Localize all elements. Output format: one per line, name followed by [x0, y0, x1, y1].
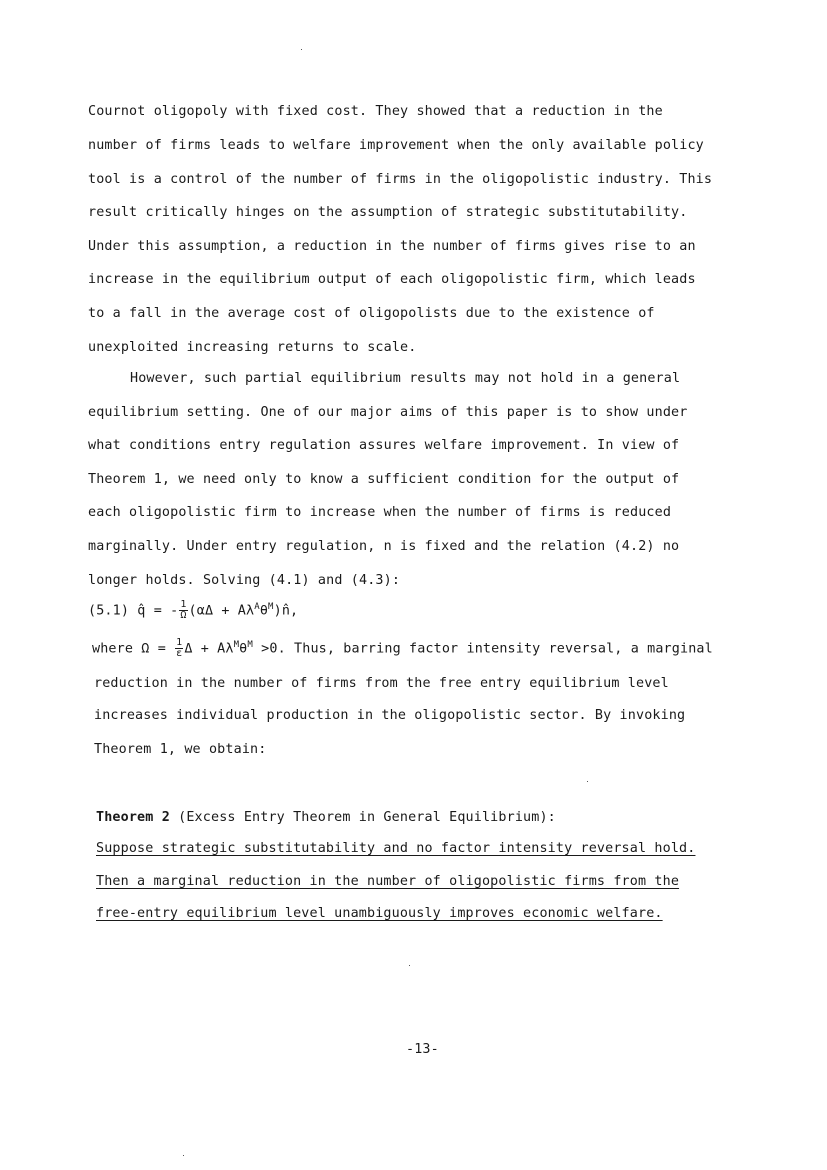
equation-body-c: )n̂,	[273, 603, 299, 619]
where-prefix: where Ω =	[92, 641, 166, 657]
equation-fraction-numerator: 1	[180, 599, 187, 610]
p2-line-3: what conditions entry regulation assures welfare improvement. In view of	[88, 438, 680, 453]
scan-speck	[301, 49, 302, 50]
p3-line-3: Theorem 1, we obtain:	[94, 742, 267, 757]
theorem-line-1: Suppose strategic substitutability and no factor intensity reversal hold.	[96, 841, 696, 856]
p1-line-1: Cournot oligopoly with fixed cost. They showed that a reduction in the	[88, 104, 663, 119]
where-fraction-numerator: 1	[176, 637, 183, 648]
p2-line-1: However, such partial equilibrium results may not hold in a general	[130, 371, 681, 386]
where-line	[92, 638, 713, 659]
equation-5-1	[88, 600, 298, 621]
where-fraction	[175, 638, 183, 659]
p1-line-8: unexploited increasing returns to scale.	[88, 340, 417, 355]
p2-line-5: each oligopolistic firm to increase when the number of firms is reduced	[88, 505, 672, 520]
p1-line-5: Under this assumption, a reduction in the number of firms gives rise to an	[88, 239, 696, 254]
theorem-line-2: Then a marginal reduction in the number of oligopolistic firms from the	[96, 874, 680, 889]
p3-line-2: increases individual production in the oligopolistic sector. By invoking	[94, 708, 686, 723]
theorem-subtitle: (Excess Entry Theorem in General Equilibrium):	[169, 810, 556, 825]
equation-fraction-denominator: Ω	[180, 610, 187, 621]
equation-sup-a: A	[254, 602, 260, 613]
p1-line-2: number of firms leads to welfare improvement when the only available policy	[88, 138, 704, 153]
equation-equals: = -	[153, 603, 179, 619]
scan-speck	[409, 965, 410, 966]
p2-line-6: marginally. Under entry regulation, n is fixed and the relation (4.2) no	[88, 539, 680, 554]
equation-fraction	[179, 600, 187, 621]
scan-speck	[587, 781, 588, 782]
theorem-title: Theorem 2	[96, 810, 170, 825]
p3-line-1: reduction in the number of firms from the free entry equilibrium level	[94, 676, 669, 691]
where-sup-b: M	[247, 640, 253, 651]
p1-line-6: increase in the equilibrium output of each oligopolistic firm, which leads	[88, 272, 696, 287]
p1-line-3: tool is a control of the number of firms in the oligopolistic industry. This	[88, 172, 713, 187]
p2-line-2: equilibrium setting. One of our major aims of this paper is to show under	[88, 405, 688, 420]
p2-line-4: Theorem 1, we need only to know a sufficient condition for the output of	[88, 472, 680, 487]
where-sup-a: M	[233, 640, 240, 651]
equation-label: (5.1)	[88, 603, 130, 619]
equation-body-b: θ	[259, 603, 269, 619]
p1-line-7: to a fall in the average cost of oligopolists due to the existence of	[88, 306, 655, 321]
theorem-heading	[96, 810, 556, 825]
where-body-b: θ	[239, 641, 248, 657]
equation-sup-b: M	[268, 602, 274, 613]
p2-line-7: longer holds. Solving (4.1) and (4.3):	[88, 573, 401, 588]
where-fraction-denominator: ε	[176, 648, 183, 659]
p1-line-4: result critically hinges on the assumption of strategic substitutability.	[88, 205, 688, 220]
where-body-a: Δ + Aλ	[184, 641, 234, 657]
page-number: -13-	[406, 1042, 439, 1057]
equation-body-a: (αΔ + Aλ	[188, 603, 255, 619]
equation-lhs: q̂	[137, 603, 146, 619]
theorem-line-3: free-entry equilibrium level unambiguously improves economic welfare.	[96, 906, 663, 921]
scan-speck	[183, 1155, 184, 1156]
where-suffix: >0. Thus, barring factor intensity reversal, a marginal	[252, 641, 713, 657]
